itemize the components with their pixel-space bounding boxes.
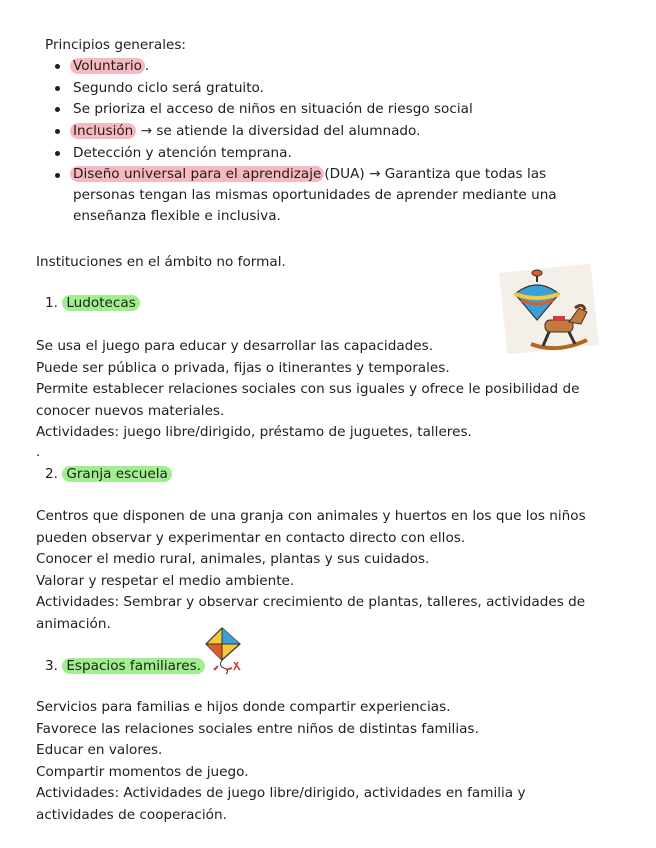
body-line: Valorar y respetar el medio ambiente. xyxy=(36,572,295,589)
institutions-heading: Instituciones en el ámbito no formal. xyxy=(36,254,286,270)
body-line: actividades de cooperación. xyxy=(36,806,227,823)
bullet-dot xyxy=(55,151,60,156)
bullet-dot xyxy=(55,86,60,91)
highlight-dua: Diseño universal para el aprendizaje xyxy=(70,166,324,182)
body-line: Educar en valores. xyxy=(36,742,163,758)
section-number: 3. xyxy=(45,658,58,674)
stray-dot: . xyxy=(36,444,41,460)
section-ludotecas-body xyxy=(36,336,616,444)
section-number: 1. xyxy=(45,295,58,311)
general-item-dua: Diseño universal para el aprendizaje (DUA) → Garantiza que todas las xyxy=(70,164,546,184)
general-item-voluntario: Voluntario . xyxy=(70,56,149,76)
highlight-espacios: Espacios familiares. xyxy=(62,658,205,674)
section-number: 2. xyxy=(45,466,58,482)
bullet-dot xyxy=(55,64,60,69)
highlight-voluntario: Voluntario xyxy=(70,58,145,74)
section-granja-title xyxy=(45,464,172,484)
body-line: pueden observar y experimentar en contacto directo con ellos. xyxy=(36,529,466,546)
body-line: Puede ser pública o privada, fijas o itinerantes y temporales. xyxy=(36,359,450,376)
bullet-dot xyxy=(55,129,60,134)
bullet-dot xyxy=(55,173,60,178)
general-heading: Principios generales: xyxy=(45,37,187,53)
body-line: Actividades: juego libre/dirigido, préstamo de juguetes, talleres. xyxy=(36,424,472,440)
general-item-inclusion: Inclusión → se atiende la diversidad del alumnado. xyxy=(70,121,420,141)
kite-icon xyxy=(200,626,246,676)
highlight-inclusion: Inclusión xyxy=(70,123,136,139)
body-line: Centros que disponen de una granja con animales y huertos en los que los niños xyxy=(36,508,586,524)
body-line: Permite establecer relaciones sociales con sus iguales y ofrece le posibilidad de xyxy=(36,381,580,397)
general-item-dua-line2: personas tengan las mismas oportunidades de aprender mediante una xyxy=(73,187,557,203)
section-granja-body xyxy=(36,506,616,635)
body-line: Favorece las relaciones sociales entre niños de distintas familias. xyxy=(36,720,479,737)
body-line: Servicios para familias e hijos donde compartir experiencias. xyxy=(36,699,451,715)
general-item-deteccion: Detección y atención temprana. xyxy=(73,145,292,161)
body-line: Actividades: Sembrar y observar crecimiento de plantas, talleres, actividades de xyxy=(36,594,586,610)
body-line: Compartir momentos de juego. xyxy=(36,763,249,780)
body-line: Se usa el juego para educar y desarrollar las capacidades. xyxy=(36,338,434,354)
section-ludotecas-title xyxy=(45,293,140,313)
highlight-ludotecas: Ludotecas xyxy=(62,295,139,311)
bullet-dot xyxy=(55,107,60,112)
body-line: animación. xyxy=(36,615,111,632)
body-line: conocer nuevos materiales. xyxy=(36,402,225,419)
body-line: Conocer el medio rural, animales, plantas y sus cuidados. xyxy=(36,551,430,567)
general-item-riesgo: Se prioriza el acceso de niños en situación de riesgo social xyxy=(73,101,473,117)
general-item-gratuito: Segundo ciclo será gratuito. xyxy=(73,80,264,96)
section-espacios-body xyxy=(36,697,616,826)
section-espacios-title xyxy=(45,656,205,676)
body-line: Actividades: Actividades de juego libre/dirigido, actividades en familia y xyxy=(36,785,526,801)
general-item-dua-line3: enseñanza flexible e inclusiva. xyxy=(73,208,281,224)
highlight-granja: Granja escuela xyxy=(62,466,172,482)
